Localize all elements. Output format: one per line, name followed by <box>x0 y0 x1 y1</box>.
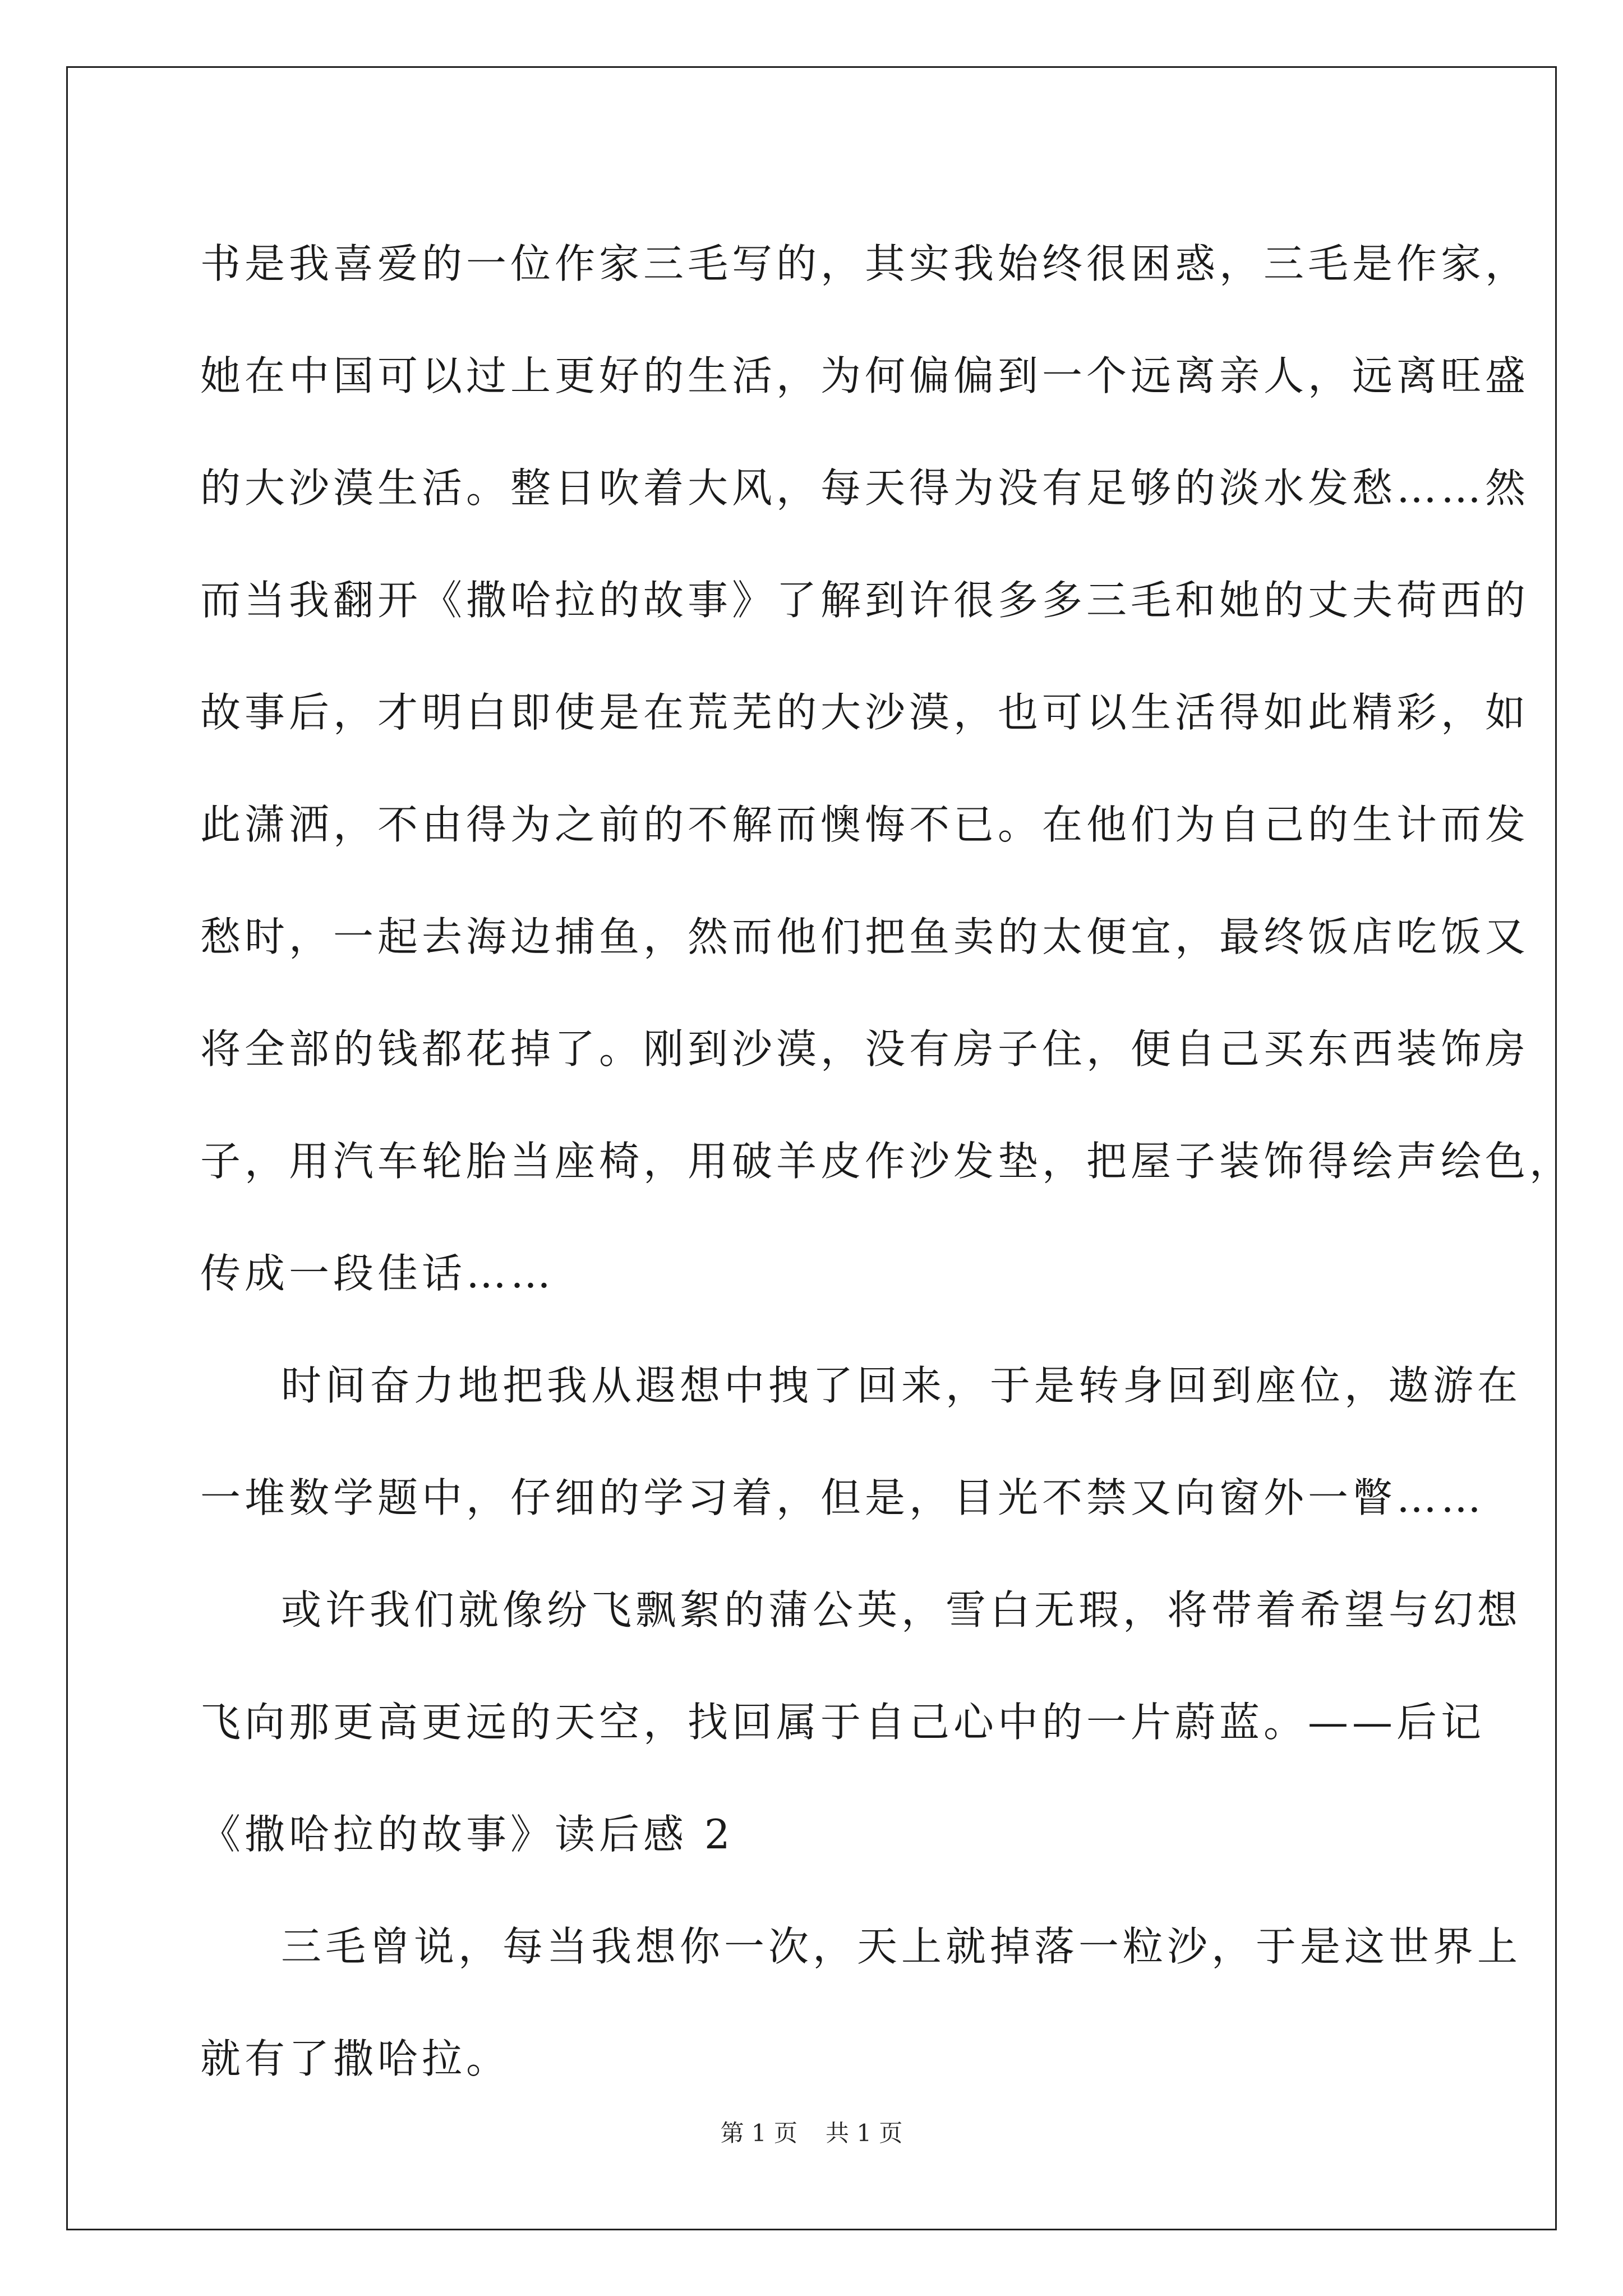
text-line: 子，用汽车轮胎当座椅，用破羊皮作沙发垫，把屋子装饰得绘声绘色， <box>200 1138 1574 1185</box>
paragraph-start-line: 或许我们就像纷飞飘絮的蒲公英，雪白无瑕，将带着希望与幻想 <box>281 1586 1522 1634</box>
paragraph-start-line: 时间奋力地把我从遐想中拽了回来，于是转身回到座位，遨游在 <box>281 1362 1522 1409</box>
text-line: 而当我翻开《撒哈拉的故事》了解到许很多多三毛和她的丈夫荷西的 <box>200 577 1530 624</box>
page-number: 第 1 页 <box>720 2119 797 2147</box>
text-line: 故事后，才明白即使是在荒芜的大沙漠，也可以生活得如此精彩，如 <box>200 689 1530 736</box>
text-line: 的大沙漠生活。整日吹着大风，每天得为没有足够的淡水发愁……然 <box>200 464 1530 512</box>
text-line: 书是我喜爱的一位作家三毛写的，其实我始终很困惑，三毛是作家， <box>200 240 1530 287</box>
text-line: 就有了撒哈拉。 <box>200 2035 511 2082</box>
text-line: 飞向那更高更远的天空，找回属于自己心中的一片蔚蓝。——后记 <box>200 1699 1486 1746</box>
page-footer <box>0 2115 1623 2148</box>
text-line: 她在中国可以过上更好的生活，为何偏偏到一个远离亲人，远离旺盛 <box>200 352 1530 399</box>
document-body <box>200 208 1574 2115</box>
paragraph-start-line: 三毛曾说，每当我想你一次，天上就掉落一粒沙，于是这世界上 <box>281 1923 1522 1970</box>
section-heading: 《撒哈拉的故事》读后感 2 <box>200 1811 734 1858</box>
text-line: 愁时，一起去海边捕鱼，然而他们把鱼卖的太便宜，最终饭店吃饭又 <box>200 913 1530 960</box>
page-total: 共 1 页 <box>826 2119 903 2147</box>
text-line: 一堆数学题中，仔细的学习着，但是，目光不禁又向窗外一瞥…… <box>200 1474 1486 1521</box>
text-line: 此潇洒，不由得为之前的不解而懊悔不已。在他们为自己的生计而发 <box>200 801 1530 848</box>
text-line: 将全部的钱都花掉了。刚到沙漠，没有房子住，便自己买东西装饰房 <box>200 1025 1530 1073</box>
text-line: 传成一段佳话…… <box>200 1250 555 1297</box>
